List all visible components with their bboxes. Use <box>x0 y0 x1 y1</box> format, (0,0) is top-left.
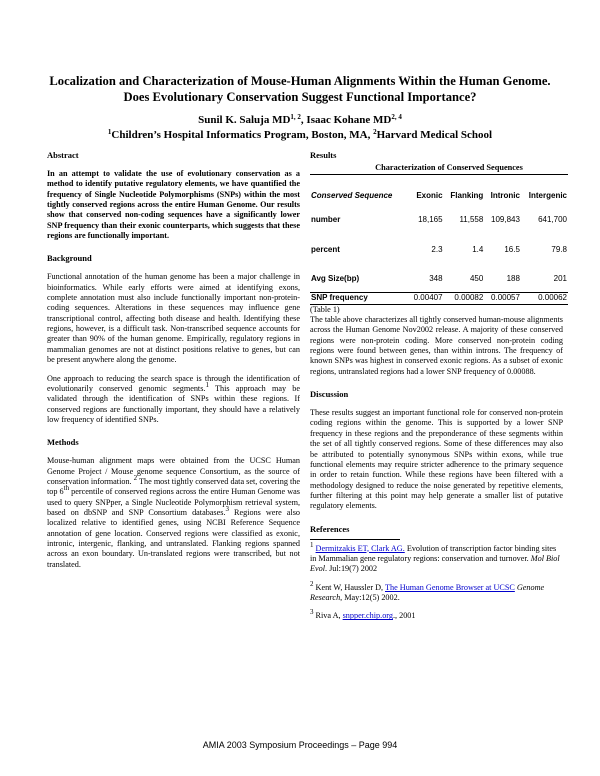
table-row <box>310 255 568 293</box>
reference-link[interactable]: The Human Genome Browser at UCSC <box>385 582 515 592</box>
reference-number: 2 <box>310 579 314 588</box>
left-column <box>47 150 300 570</box>
text-span: Mouse-human alignment maps were obtained from the UCSC Human Genome Project / Mouse genome sequence Consortium, as the source of conservation information. <box>47 456 300 486</box>
reference-item <box>310 540 563 575</box>
table-cell: 201 <box>553 274 567 284</box>
ordinal-superscript: th <box>63 484 70 493</box>
table-cell: 16.5 <box>504 244 520 254</box>
journal-name: Mol Biol Evol <box>310 553 560 574</box>
table-cell: 348 <box>429 274 443 284</box>
table-column-header: Intergenic <box>521 175 568 202</box>
row-label: Avg Size(bp) <box>311 274 360 284</box>
table-cell: 2.3 <box>431 244 443 254</box>
results-paragraph: The table above characterizes all tightly conserved human-mouse alignments across the Human Genome Nov2002 release. A majority of these conserved regions were non-protein coding. More conserved non-protein coding regions were found between genes, than within introns. The frequency of known SNPs was highest in conserved exonic regions. As a subset of exonic regions, untranslated regions had a lower SNP frequency of 0.00088. <box>310 315 563 376</box>
table-header-label: Conserved Sequence <box>310 175 407 202</box>
background-paragraph: Functional annotation of the human genome has been a major challenge in bioinformatics. While early efforts were aimed at identifying exons, complete annotation must also include functionally important non-protein-coding sequences. Alterations in these sequences may influence gene transcriptional control, affecting both disease and health. Identifying these regions, however, is a difficult task. Non-transcribed sequence accounts for greater than 90% of the human genome. Empirically, regulatory regions in mammalian genomes are not at distinct positions relative to genes, but can be present anywhere along the genome. <box>47 272 300 365</box>
table-header-row <box>310 175 568 202</box>
author-name: Sunil K. Saluja MD <box>198 114 291 126</box>
table-cell: 109,843 <box>491 215 520 225</box>
references-heading: References <box>310 523 350 534</box>
reference-link[interactable]: snpper.chip.org <box>342 611 393 621</box>
text-span: percentile of conserved regions across the entire Human Genome was used to query SNPper, a Single Nucleotide Polymorphism retrieval system, based on dbSNP and SNP Consortium databases. <box>47 487 300 517</box>
text-span: This approach may be validated through the identification of SNPs within these regions. If conserved regions are functionally important, they should have a relatively low frequency of identified SNPs. <box>47 383 300 424</box>
conserved-sequences-table <box>310 163 568 305</box>
text-span: . Jul:19(7) 2002 <box>325 564 378 574</box>
affiliation-line: $^1$Children’s Hospital Informatics Program, Boston, MA, $^2$Harvard Medical School <box>107 128 493 141</box>
table-cell: 0.00057 <box>484 293 521 304</box>
text-span: Kent W, Haussler D, <box>315 582 384 592</box>
text-span: Evolution of transcription factor binding sites in Mammalian gene regulatory regions: conservation and turnover. <box>310 543 557 563</box>
citation-superscript: 2 <box>133 473 138 482</box>
table-cell: 188 <box>506 274 520 284</box>
discussion-heading: Discussion <box>310 389 349 400</box>
text-span: One approach to reducing the search space is through the identification of evolutionarily conserved genomic segments. <box>47 373 300 393</box>
reference-number: 1 <box>310 540 314 549</box>
methods-heading: Methods <box>47 437 79 448</box>
table-cell: 1.4 <box>472 244 484 254</box>
discussion-paragraph: These results suggest an important functional role for conserved non-protein coding regions within the genome. This is supported by a lower SNP frequency in these regions and the preponderance of these segments within the set of all tightly conserved regions. Some of these differences may also be attributed to potentially synonymous SNPs within exons, while true functional elements may require stricter adherence to the primary sequence in order to retain function. While these regions have been filtered with a methodology designed to reduce the noise generated by repetitive elements, further filtering at this point may help generate a smaller list of putative regulatory elements. <box>310 408 563 511</box>
table-cell: 11,558 <box>459 215 484 225</box>
citation-superscript: 1 <box>205 380 209 389</box>
author-name: Isaac Kohane MD <box>306 114 392 126</box>
table-row <box>310 226 568 255</box>
paper-title: Localization and Characterization of Mouse-Human Alignments Within the Human Genome. Does Evolutionary Conservation Suggest Functional Importance? <box>49 74 551 104</box>
table-column-header: Intronic <box>484 175 521 202</box>
reference-link[interactable]: Dermitzakis ET, Clark AG. <box>315 543 405 553</box>
background-heading: Background <box>47 253 92 264</box>
journal-name: Genome Research <box>310 582 545 602</box>
footnote-divider <box>310 539 400 540</box>
methods-paragraph <box>47 456 300 570</box>
table-cell: 0.00062 <box>521 293 568 304</box>
page-footer: AMIA 2003 Symposium Proceedings – Page 994 <box>202 740 398 750</box>
results-heading: Results <box>310 150 337 160</box>
abstract-text: In an attempt to validate the use of evolutionary conservation as a method to identify putative regulatory elements, we have quantified the frequency of Single Nucleotide Polymorphisms (SNPs) within the most tightly conserved regions across the entire Human Genome. Our results show that conserved non-coding sequences have a significantly lower SNP frequency than their exonic counterparts, which suggests that these regions are functionally important. <box>47 169 300 241</box>
reference-item <box>310 579 563 604</box>
reference-item <box>310 608 563 621</box>
abstract-heading: Abstract <box>47 150 79 160</box>
text-span: , May:12(5) 2002. <box>340 592 400 602</box>
text-span: Regions were also localized relative to identified genes, using NCBI Reference Sequence annotation of gene location. Conserved regions were classified as exonic, intronic, intergenic, flanking, and untranslated. Flanking regions spanned across an exon boundary. Un-translated regions were transcribed, but not translated. <box>47 507 301 569</box>
table-cell: 641,700 <box>538 215 567 225</box>
author-block <box>40 113 560 143</box>
table-note: (Table 1) <box>310 304 340 314</box>
reference-number: 3 <box>310 608 314 617</box>
affiliation-name: Children’s Hospital Informatics Program, Boston, MA <box>111 129 368 141</box>
text-span: The most tightly conserved data set, covering the top 6 <box>47 476 301 497</box>
table-column-header: Exonic <box>407 175 443 202</box>
row-label: number <box>311 215 341 225</box>
author-line: Sunil K. Saluja MD$^{1, 2}$, Isaac Kohane MD$^{2, 4}$ <box>198 113 402 126</box>
affiliation-name: Harvard Medical School <box>376 129 493 141</box>
table-cell: 18,165 <box>418 215 443 225</box>
author-superscript: 1, 2 <box>290 113 301 121</box>
table-cell: 0.00407 <box>407 293 443 304</box>
row-label: percent <box>311 244 340 254</box>
right-column <box>310 150 567 622</box>
table-cell: 79.8 <box>551 244 567 254</box>
affiliation-superscript: 1 <box>107 128 112 136</box>
table-row <box>310 293 568 304</box>
author-superscript: 2, 4 <box>391 113 402 121</box>
text-span: Riva A, <box>315 611 341 621</box>
table-cell: 450 <box>469 274 484 284</box>
table-cell: 0.00082 <box>444 293 485 304</box>
background-paragraph <box>47 374 300 426</box>
table-caption: Characterization of Conserved Sequences <box>375 163 523 172</box>
citation-superscript: 3 <box>225 504 229 513</box>
text-span: ., 2001 <box>392 611 416 621</box>
row-label: SNP frequency <box>310 293 407 304</box>
table-row <box>310 201 568 225</box>
affiliation-superscript: 2 <box>373 128 377 136</box>
table-column-header: Flanking <box>444 175 485 202</box>
